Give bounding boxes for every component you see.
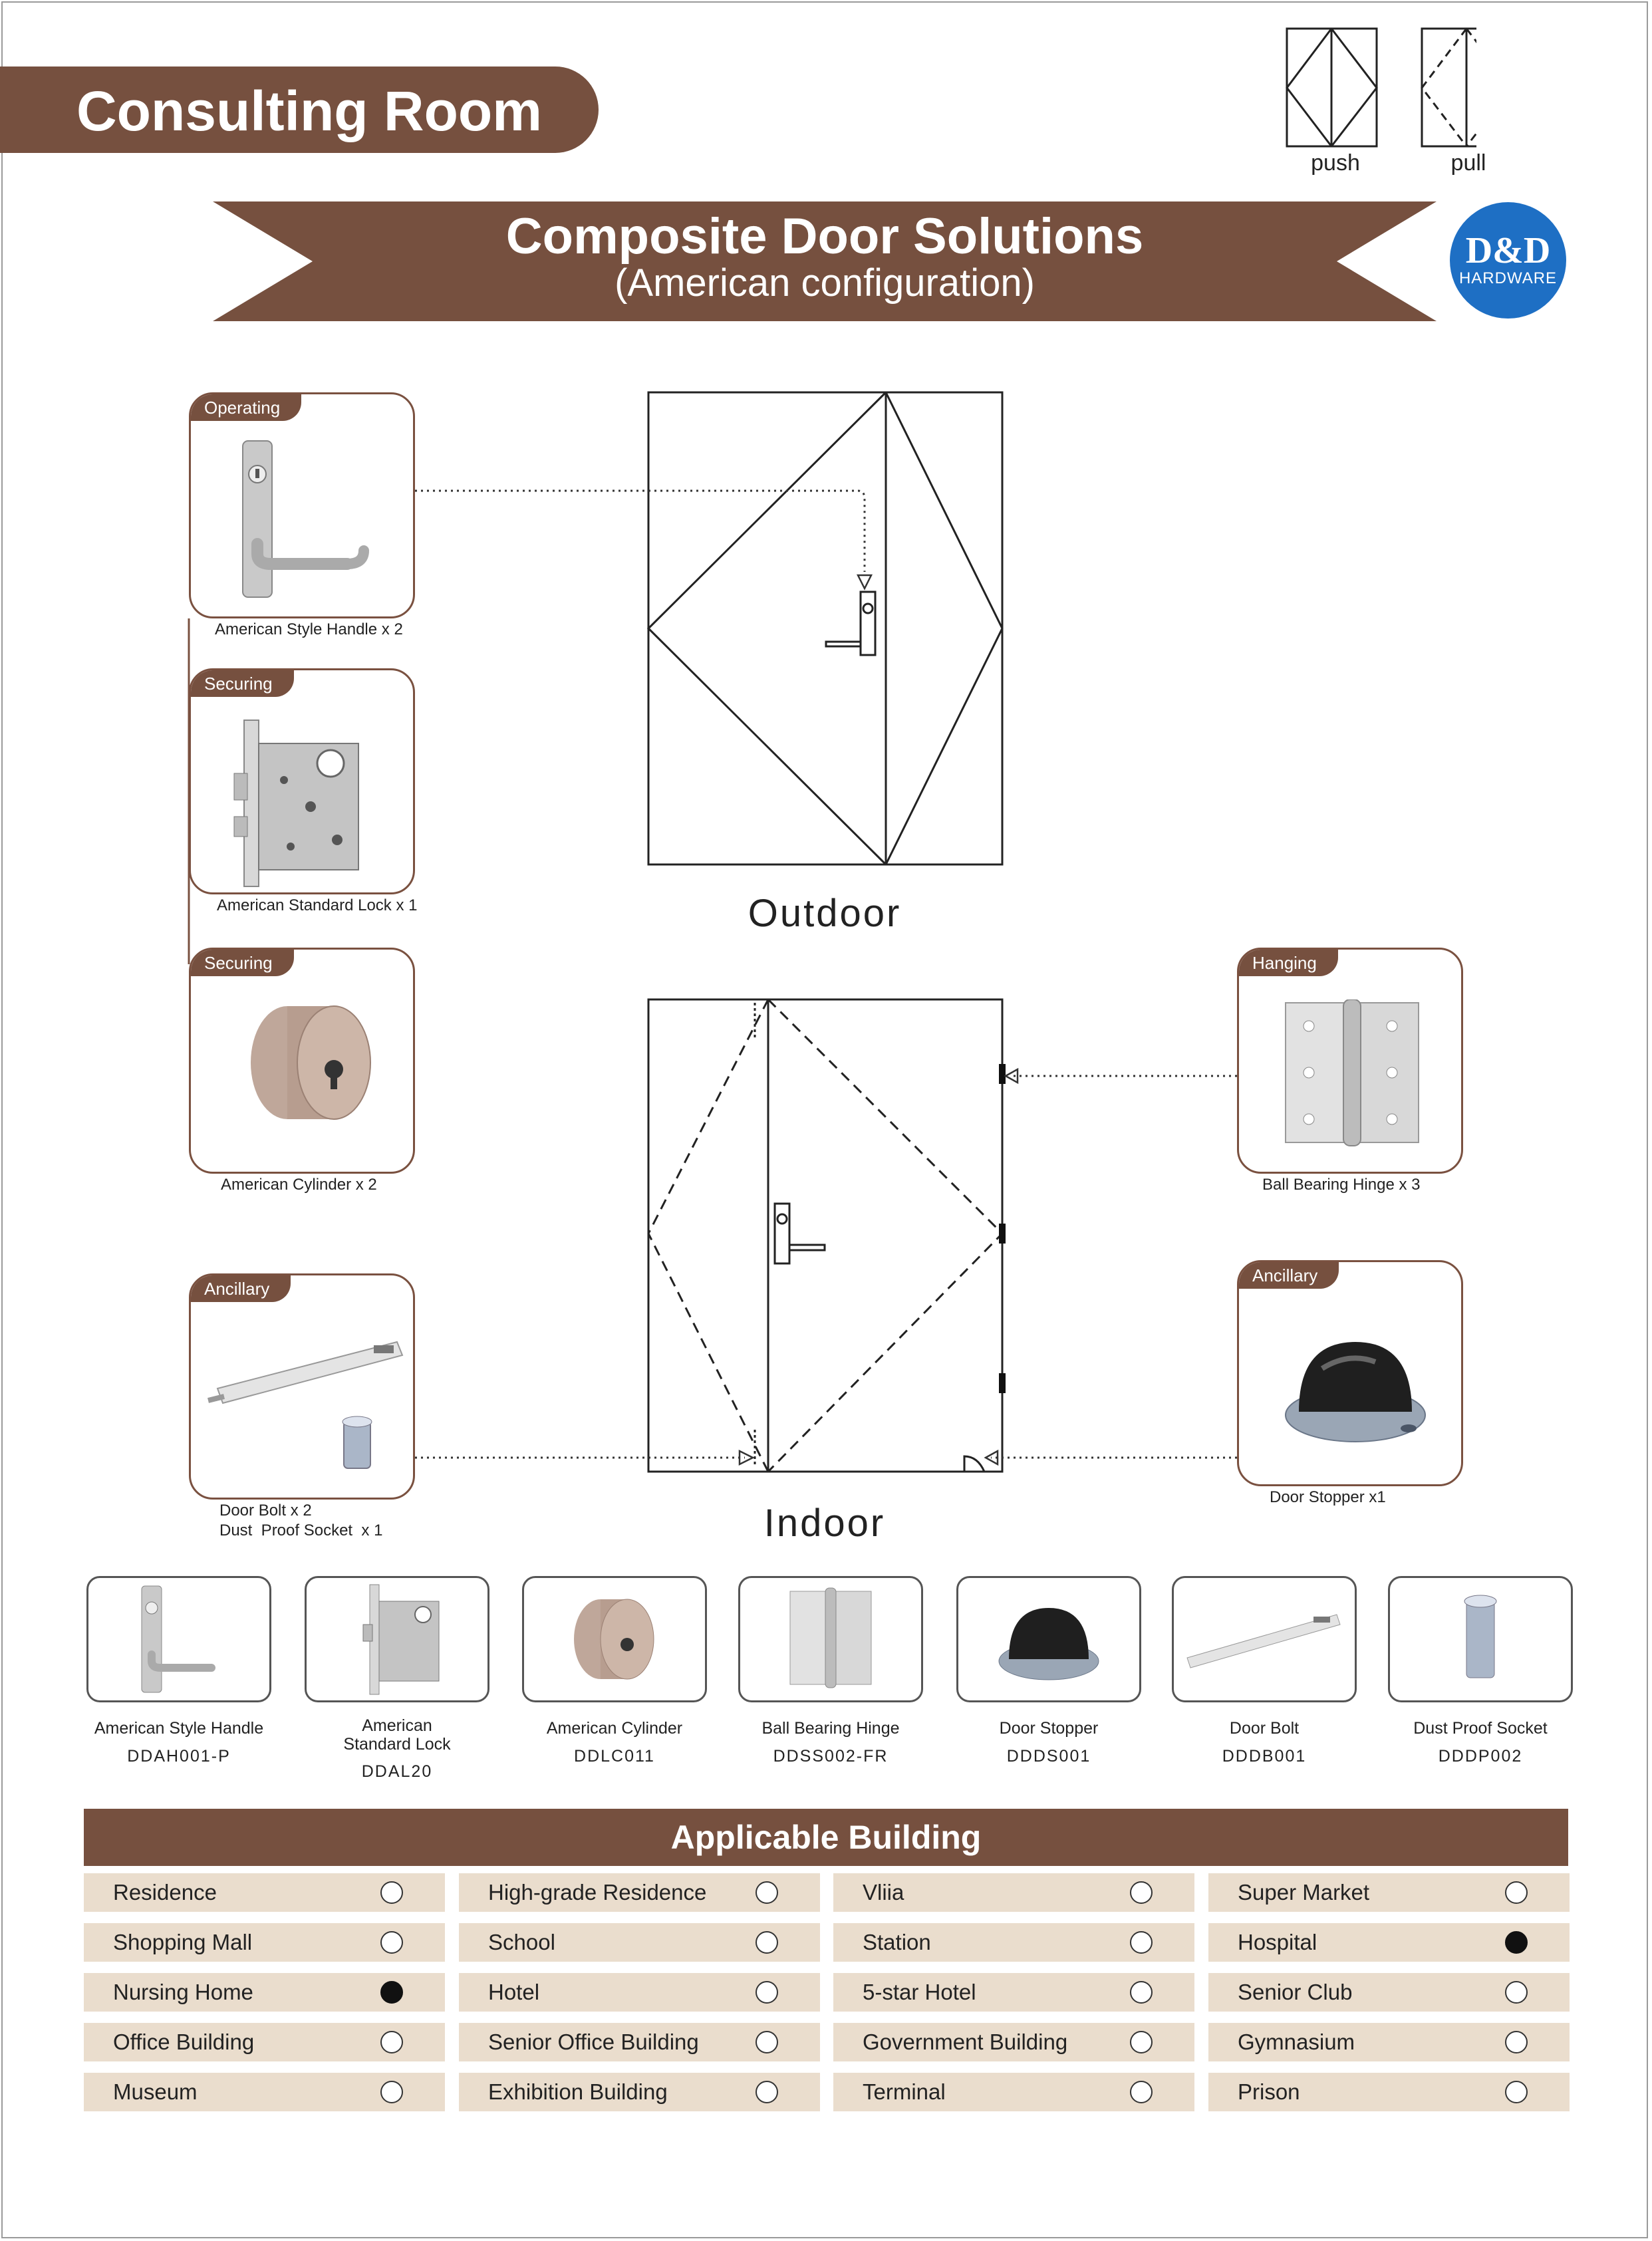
door-stopper-icon <box>958 1578 1139 1700</box>
card-lock <box>189 668 415 894</box>
pull-label: pull <box>1450 150 1486 176</box>
product-tile-cylinder <box>522 1576 707 1702</box>
product-code: DDSS002-FR <box>773 1747 889 1766</box>
indoor-label: Indoor <box>763 1502 886 1545</box>
brand-logo-main: D&D <box>1465 230 1551 271</box>
mortise-lock-icon <box>307 1578 487 1700</box>
product-name: Ball Bearing Hinge <box>761 1719 900 1738</box>
building-radio[interactable] <box>756 2031 778 2053</box>
product-code: DDDB001 <box>1222 1747 1307 1766</box>
handle-icon <box>231 434 377 607</box>
building-radio[interactable] <box>1505 2081 1528 2103</box>
building-label: Vliia <box>863 1880 904 1905</box>
card-caption: American Style Handle x 2 <box>215 620 403 638</box>
card-caption-line1: Door Bolt x 2 <box>219 1502 312 1519</box>
door-bolt-icon <box>1174 1578 1355 1700</box>
building-label: Shopping Mall <box>113 1930 253 1954</box>
door-bolt-icon <box>204 1329 410 1488</box>
card-caption: American Cylinder x 2 <box>221 1176 377 1194</box>
building-radio[interactable] <box>1130 1981 1153 2004</box>
product-name: Door Bolt <box>1229 1719 1300 1738</box>
building-radio[interactable] <box>1130 1881 1153 1904</box>
push-label: push <box>1311 150 1360 176</box>
dust-proof-socket-icon <box>1390 1578 1571 1700</box>
building-radio[interactable] <box>380 1981 403 2004</box>
product-name-line1: American <box>362 1716 432 1735</box>
card-caption-line2: Dust Proof Socket x 1 <box>219 1521 383 1539</box>
building-label: Exhibition Building <box>488 2079 668 2104</box>
building-radio[interactable] <box>756 1931 778 1954</box>
card-caption: Door Stopper x1 <box>1270 1488 1386 1506</box>
building-radio[interactable] <box>380 2081 403 2103</box>
product-name: American Cylinder <box>546 1719 683 1738</box>
hinge-icon <box>1282 999 1422 1152</box>
card-tag: Hanging <box>1239 950 1338 976</box>
outdoor-door-diagram <box>645 389 1008 868</box>
product-name: Door Stopper <box>999 1719 1099 1738</box>
card-caption: Ball Bearing Hinge x 3 <box>1262 1176 1421 1194</box>
product-tile-handle <box>86 1576 271 1702</box>
card-tag: Securing <box>191 950 294 976</box>
card-caption: American Standard Lock x 1 <box>217 896 418 914</box>
building-label: Senior Club <box>1238 1980 1353 2004</box>
outdoor-label: Outdoor <box>748 892 902 935</box>
mortise-lock-icon <box>231 707 384 893</box>
building-label: Prison <box>1238 2079 1300 2104</box>
product-tile-bolt <box>1172 1576 1357 1702</box>
building-radio[interactable] <box>380 1931 403 1954</box>
product-tile-lock <box>305 1576 489 1702</box>
product-tile-stopper <box>956 1576 1141 1702</box>
building-radio[interactable] <box>1130 2081 1153 2103</box>
building-label: School <box>488 1930 555 1954</box>
building-radio[interactable] <box>380 1881 403 1904</box>
building-label: Museum <box>113 2079 198 2104</box>
building-radio[interactable] <box>1130 1931 1153 1954</box>
hinge-icon <box>740 1578 921 1700</box>
product-code: DDDS001 <box>1006 1747 1091 1766</box>
product-name: American Style Handle <box>94 1719 264 1738</box>
building-label: Station <box>863 1930 931 1954</box>
card-hinge <box>1237 948 1463 1174</box>
push-icon <box>1287 29 1377 146</box>
building-label: Hospital <box>1238 1930 1317 1954</box>
building-label: Nursing Home <box>113 1980 253 2004</box>
card-cylinder <box>189 948 415 1174</box>
banner-title: Composite Door Solutions <box>505 208 1144 265</box>
product-name-line2: Standard Lock <box>343 1735 451 1754</box>
card-tag: Ancillary <box>1239 1262 1339 1289</box>
building-radio[interactable] <box>1505 1931 1528 1954</box>
indoor-door-diagram <box>645 997 1008 1476</box>
product-code: DDDP002 <box>1438 1747 1523 1766</box>
building-label: Super Market <box>1238 1880 1370 1905</box>
building-radio[interactable] <box>1505 1981 1528 2004</box>
applicable-building-title: Applicable Building <box>670 1819 982 1856</box>
building-label: Gymnasium <box>1238 2030 1355 2054</box>
building-label: Terminal <box>863 2079 946 2104</box>
building-radio[interactable] <box>1130 2031 1153 2053</box>
building-label: Residence <box>113 1880 217 1905</box>
pull-icon <box>1422 29 1476 146</box>
building-radio[interactable] <box>756 1981 778 2004</box>
building-label: Government Building <box>863 2030 1068 2054</box>
card-bolt <box>189 1273 415 1500</box>
room-title: Consulting Room <box>76 80 542 142</box>
product-code: DDAL20 <box>361 1762 433 1781</box>
building-radio[interactable] <box>1505 1881 1528 1904</box>
banner-subtitle: (American configuration) <box>615 261 1035 305</box>
product-name: Dust Proof Socket <box>1413 1719 1548 1738</box>
brand-logo-sub: HARDWARE <box>1458 269 1558 287</box>
push-pull-legend <box>1284 27 1476 153</box>
handle-icon <box>88 1578 269 1700</box>
building-label: 5-star Hotel <box>863 1980 976 2004</box>
product-tile-hinge <box>738 1576 923 1702</box>
building-label: Office Building <box>113 2030 255 2054</box>
cylinder-icon <box>524 1578 705 1700</box>
card-stopper <box>1237 1260 1463 1486</box>
building-radio[interactable] <box>1505 2031 1528 2053</box>
card-tag: Operating <box>191 394 301 421</box>
cylinder-icon <box>231 989 377 1162</box>
building-label: Hotel <box>488 1980 540 2004</box>
building-radio[interactable] <box>756 1881 778 1904</box>
building-radio[interactable] <box>380 2031 403 2053</box>
card-tag: Ancillary <box>191 1275 291 1302</box>
door-stopper-icon <box>1276 1315 1435 1462</box>
building-label: Senior Office Building <box>488 2030 699 2054</box>
product-code: DDLC011 <box>574 1747 655 1766</box>
product-tile-socket <box>1388 1576 1573 1702</box>
product-code: DDAH001-P <box>127 1747 231 1766</box>
card-tag: Securing <box>191 670 294 697</box>
building-label: High-grade Residence <box>488 1880 707 1905</box>
building-radio[interactable] <box>756 2081 778 2103</box>
card-handle <box>189 392 415 618</box>
